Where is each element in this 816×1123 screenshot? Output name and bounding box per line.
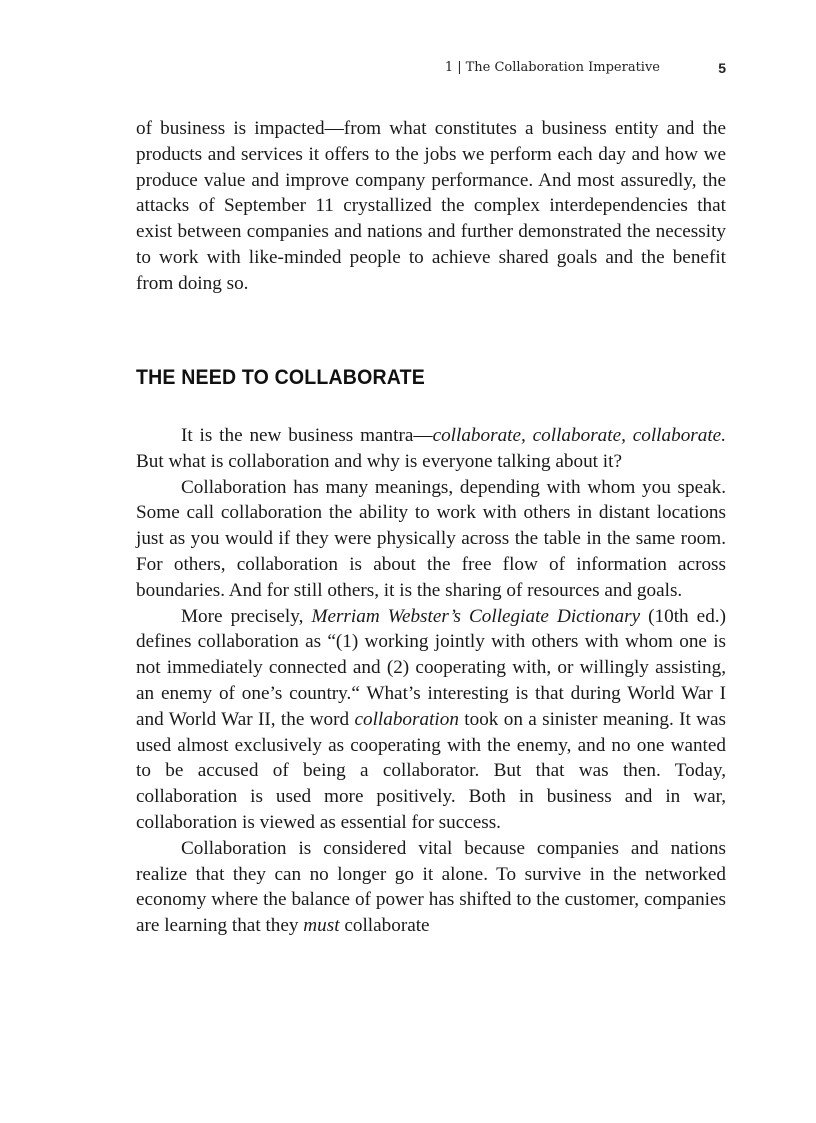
paragraph-text: took on a sinister meaning. It was used almost exclusively as cooperating with the enemy, and no one wanted to be accused of being a collaborator. But that was then. Today, collaboration is used more positively. Both in business and in war, collaboration is viewed as essential for success. (136, 708, 726, 833)
emphasis-text: collaboration (354, 708, 459, 730)
paragraph-meanings: Collaboration has many meanings, depending with whom you speak. Some call collaboration the ability to work with others in distant locations just as you would if they were physically across the table in the same room. For others, collaboration is about the free flow of information across boundaries. And for still others, it is the sharing of resources and goals. (136, 476, 726, 601)
chapter-number: 1 (444, 60, 454, 75)
running-head-separator: | (457, 60, 462, 75)
paragraph-text: It is the new business mantra— (181, 425, 433, 446)
chapter-title: The Collaboration Imperative (465, 60, 660, 75)
paragraph-text: collaborate (339, 915, 430, 937)
continued-text-block (136, 116, 726, 297)
paragraph-text: But what is collaboration and why is everyone talking about it? (136, 450, 622, 472)
paragraph-text: (10th ed.) defines collaboration as “(1) working jointly with others with whom one is not immediately connected and (2) cooperating with, or willingly assisting, an enemy of one’s country.“ What’s interesting is that during World War I and World War II, the word (136, 605, 726, 730)
paragraph-text: More precisely, (181, 605, 312, 627)
section-body (136, 423, 726, 939)
emphasis-text: collaborate, collaborate, collaborate. (432, 425, 726, 446)
paragraph-vital (136, 836, 726, 939)
paragraph-mantra (136, 423, 726, 475)
paragraph-text: Collaboration is considered vital because companies and nations realize that they can no longer go it alone. To survive in the networked economy where the balance of power has shifted to the customer, companies are learning that they (136, 837, 726, 937)
continued-paragraph: of business is impacted—from what constitutes a business entity and the products and services it offers to the jobs we perform each day and how we produce value and improve company performance. And most assuredly, the attacks of September 11 crystallized the complex interdependencies that exist between companies and nations and further demonstrated the necessity to work with like-minded people to achieve shared goals and the benefit from doing so. (136, 118, 726, 294)
running-head (136, 60, 726, 78)
running-head-chapter (445, 60, 660, 75)
book-title-text: Merriam Webster’s Collegiate Dictionary (311, 605, 641, 627)
section-heading: THE NEED TO COLLABORATE (136, 366, 425, 389)
emphasis-text: must (303, 915, 340, 937)
paragraph-definition (136, 604, 726, 836)
page-number: 5 (718, 60, 726, 76)
